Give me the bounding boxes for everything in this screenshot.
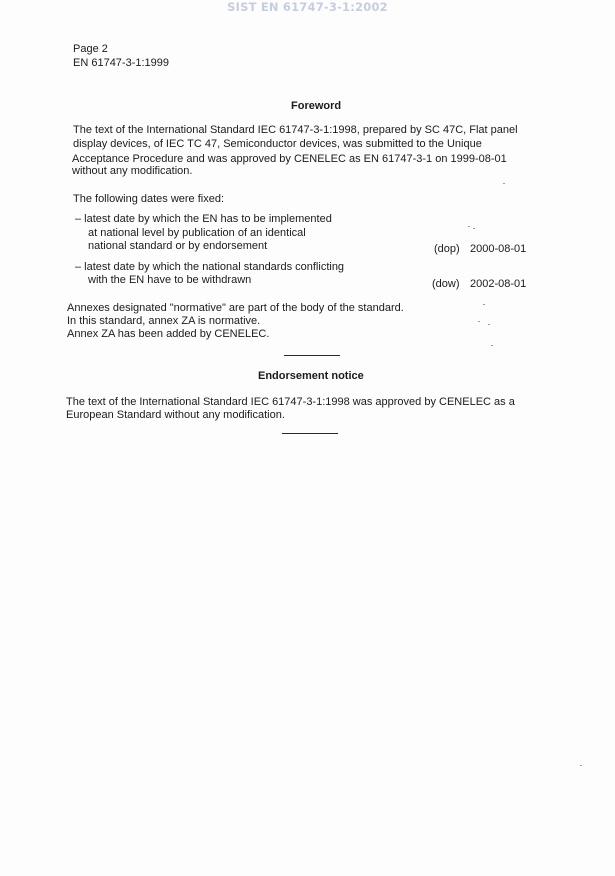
annex-line: Annex ZA has been added by CENELEC. — [67, 328, 270, 340]
section-separator — [282, 433, 338, 434]
date-code: (dow) — [432, 278, 460, 290]
scan-speck — [468, 226, 470, 227]
date-value: 2002-08-01 — [470, 278, 527, 290]
date-item-text: with the EN have to be withdrawn — [88, 274, 252, 286]
standard-reference: EN 61747-3-1:1999 — [73, 57, 170, 69]
scan-speck — [503, 183, 505, 184]
date-value: 2000-08-01 — [470, 243, 527, 255]
date-item-text: – latest date by which the national standards conflicting — [75, 261, 345, 273]
foreword-line: without any modification. — [72, 165, 193, 177]
scan-speck — [473, 228, 475, 229]
date-item-text: national standard or by endorsement — [88, 240, 268, 252]
foreword-line: display devices, of IEC TC 47, Semiconductor devices, was submitted to the Unique — [73, 138, 482, 150]
dates-intro: The following dates were fixed: — [73, 193, 225, 205]
page-number: Page 2 — [73, 43, 108, 55]
date-item-text: – latest date by which the EN has to be implemented — [75, 213, 332, 225]
annex-line: Annexes designated "normative" are part of the body of the standard. — [67, 302, 404, 314]
date-code: (dop) — [434, 243, 460, 255]
watermark-text: SIST EN 61747-3-1:2002 — [227, 0, 388, 14]
scan-speck — [483, 304, 485, 305]
annex-line: In this standard, annex ZA is normative. — [67, 315, 261, 327]
date-item-text: at national level by publication of an identical — [88, 227, 306, 239]
section-separator — [284, 355, 340, 356]
foreword-heading: Foreword — [291, 100, 342, 112]
scan-speck — [580, 765, 582, 766]
foreword-line: Acceptance Procedure and was approved by CENELEC as EN 61747-3-1 on 1999-08-01 — [72, 153, 507, 165]
endorsement-line: European Standard without any modification. — [66, 409, 285, 421]
scan-speck — [488, 324, 490, 325]
scan-speck — [491, 345, 493, 346]
scan-speck — [478, 321, 480, 322]
endorsement-line: The text of the International Standard IEC 61747-3-1:1998 was approved by CENELEC as a — [66, 396, 515, 408]
endorsement-heading: Endorsement notice — [258, 370, 364, 382]
foreword-line: The text of the International Standard IEC 61747-3-1:1998, prepared by SC 47C, Flat panel — [73, 124, 518, 136]
